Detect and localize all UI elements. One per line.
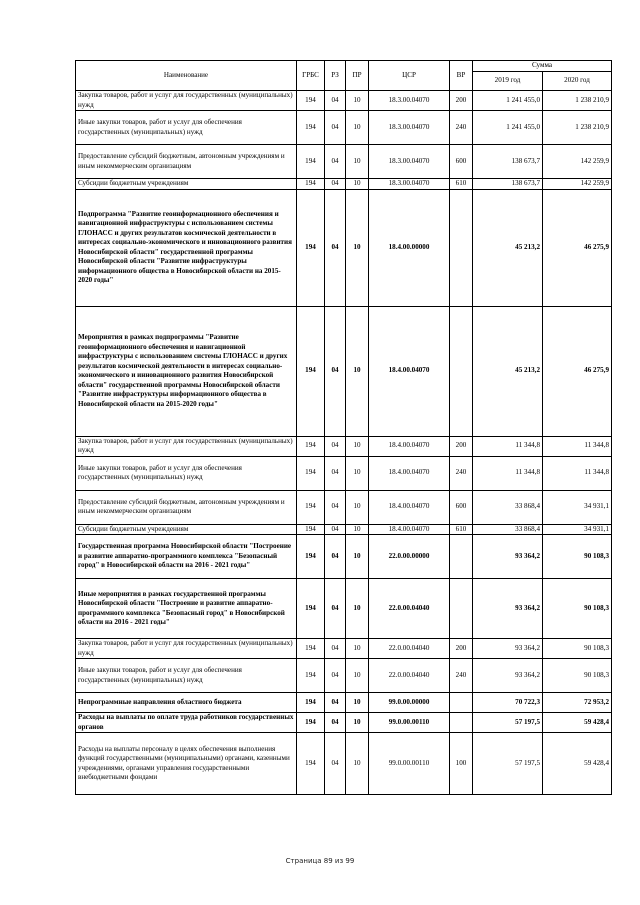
cell-grbs: 194 (297, 713, 325, 733)
cell-name: Закупка товаров, работ и услуг для государственных (муниципальных) нужд (76, 436, 297, 456)
cell-y2020: 46 275,9 (543, 306, 612, 436)
cell-rz: 04 (325, 456, 346, 490)
cell-vr: 200 (450, 639, 473, 659)
cell-csr: 99.0.00.00110 (369, 713, 450, 733)
cell-y2019: 1 241 455,0 (473, 111, 543, 145)
cell-name: Государственная программа Новосибирской области "Построение и развитие аппаратно-программного комплекса "Безопасный город" в Новосибирской области на 2016 - 2021 годы" (76, 535, 297, 579)
table-row (76, 306, 612, 436)
header-csr: ЦСР (369, 61, 450, 91)
cell-y2020: 1 238 210,9 (543, 111, 612, 145)
cell-name: Иные мероприятия в рамках государственной программы Новосибирской области "Построение и развитие аппаратно-программного комплекса "Безопасный город" в Новосибирской области на 2016 - 2021 годы" (76, 579, 297, 639)
cell-y2020: 34 931,1 (543, 524, 612, 535)
table-row (76, 111, 612, 145)
cell-pr: 10 (346, 145, 369, 179)
cell-y2019: 1 241 455,0 (473, 91, 543, 111)
cell-vr (450, 306, 473, 436)
cell-y2020: 11 344,8 (543, 436, 612, 456)
cell-y2020: 90 108,3 (543, 639, 612, 659)
cell-grbs: 194 (297, 91, 325, 111)
cell-grbs: 194 (297, 639, 325, 659)
cell-vr (450, 535, 473, 579)
cell-grbs: 194 (297, 145, 325, 179)
cell-pr: 10 (346, 535, 369, 579)
cell-csr: 18.4.00.00000 (369, 189, 450, 306)
cell-rz: 04 (325, 189, 346, 306)
cell-name: Закупка товаров, работ и услуг для государственных (муниципальных) нужд (76, 639, 297, 659)
cell-csr: 99.0.00.00110 (369, 733, 450, 795)
cell-vr: 100 (450, 733, 473, 795)
cell-csr: 99.0.00.00000 (369, 693, 450, 713)
cell-vr (450, 693, 473, 713)
cell-name: Предоставление субсидий бюджетным, автономным учреждениям и иным некоммерческим организациям (76, 490, 297, 524)
cell-y2019: 11 344,8 (473, 456, 543, 490)
cell-csr: 22.0.00.04040 (369, 579, 450, 639)
table-row (76, 639, 612, 659)
cell-pr: 10 (346, 659, 369, 693)
cell-vr: 240 (450, 659, 473, 693)
cell-grbs: 194 (297, 456, 325, 490)
cell-name: Субсидии бюджетным учреждениям (76, 179, 297, 190)
cell-y2020: 59 428,4 (543, 713, 612, 733)
cell-csr: 18.4.00.04070 (369, 490, 450, 524)
cell-name: Расходы на выплаты персоналу в целях обеспечения выполнения функций государственными (муниципальными) органами, казенными учреждениями, органами управления государственными внебюджетными фондами (76, 733, 297, 795)
cell-pr: 10 (346, 490, 369, 524)
cell-rz: 04 (325, 524, 346, 535)
cell-y2020: 142 259,9 (543, 145, 612, 179)
cell-y2020: 90 108,3 (543, 579, 612, 639)
cell-y2020: 34 931,1 (543, 490, 612, 524)
cell-y2020: 59 428,4 (543, 733, 612, 795)
header-sum: Сумма (473, 61, 612, 72)
header-year-2020: 2020 год (543, 71, 612, 90)
cell-pr: 10 (346, 179, 369, 190)
cell-y2020: 11 344,8 (543, 456, 612, 490)
cell-rz: 04 (325, 436, 346, 456)
table-row (76, 659, 612, 693)
table-body (76, 91, 612, 795)
cell-rz: 04 (325, 579, 346, 639)
cell-rz: 04 (325, 111, 346, 145)
cell-csr: 18.3.00.04070 (369, 179, 450, 190)
cell-y2019: 11 344,8 (473, 436, 543, 456)
cell-grbs: 194 (297, 490, 325, 524)
budget-table (75, 60, 612, 795)
cell-pr: 10 (346, 436, 369, 456)
cell-y2019: 57 197,5 (473, 713, 543, 733)
cell-y2019: 93 364,2 (473, 639, 543, 659)
cell-csr: 18.4.00.04070 (369, 456, 450, 490)
page-number: Страница 89 из 99 (285, 857, 355, 865)
cell-vr: 600 (450, 145, 473, 179)
cell-y2019: 57 197,5 (473, 733, 543, 795)
cell-rz: 04 (325, 733, 346, 795)
cell-pr: 10 (346, 524, 369, 535)
cell-vr: 240 (450, 111, 473, 145)
cell-vr: 610 (450, 524, 473, 535)
cell-y2020: 90 108,3 (543, 659, 612, 693)
cell-csr: 18.4.00.04070 (369, 436, 450, 456)
cell-pr: 10 (346, 579, 369, 639)
table-row (76, 713, 612, 733)
cell-y2020: 90 108,3 (543, 535, 612, 579)
cell-pr: 10 (346, 639, 369, 659)
table-row (76, 535, 612, 579)
header-vr: ВР (450, 61, 473, 91)
cell-grbs: 194 (297, 524, 325, 535)
cell-vr: 240 (450, 456, 473, 490)
cell-csr: 18.3.00.04070 (369, 91, 450, 111)
header-pr: ПР (346, 61, 369, 91)
cell-csr: 18.3.00.04070 (369, 111, 450, 145)
table-row (76, 436, 612, 456)
cell-pr: 10 (346, 456, 369, 490)
cell-vr: 610 (450, 179, 473, 190)
table-row (76, 524, 612, 535)
cell-name: Субсидии бюджетным учреждениям (76, 524, 297, 535)
cell-name: Иные закупки товаров, работ и услуг для обеспечения государственных (муниципальных) нужд (76, 111, 297, 145)
cell-name: Закупка товаров, работ и услуг для государственных (муниципальных) нужд (76, 91, 297, 111)
cell-name: Иные закупки товаров, работ и услуг для обеспечения государственных (муниципальных) нужд (76, 456, 297, 490)
cell-pr: 10 (346, 713, 369, 733)
cell-grbs: 194 (297, 436, 325, 456)
cell-grbs: 194 (297, 535, 325, 579)
table-row (76, 579, 612, 639)
cell-pr: 10 (346, 733, 369, 795)
cell-rz: 04 (325, 91, 346, 111)
cell-grbs: 194 (297, 693, 325, 713)
cell-rz: 04 (325, 490, 346, 524)
cell-grbs: 194 (297, 659, 325, 693)
cell-y2019: 45 213,2 (473, 306, 543, 436)
cell-grbs: 194 (297, 733, 325, 795)
cell-rz: 04 (325, 639, 346, 659)
cell-name: Мероприятия в рамках подпрограммы "Развитие геоинформационного обеспечения и навигационной инфраструктуры с использованием системы ГЛОНАСС и других результатов космической деятельности в интересах социально-экономического и инновационного развития Новосибирской области" государственной программы Новосибирской области "Развитие инфраструктуры информационного общества в Новосибирской области на 2015-2020 годы" (76, 306, 297, 436)
cell-grbs: 194 (297, 111, 325, 145)
cell-y2019: 45 213,2 (473, 189, 543, 306)
cell-csr: 22.0.00.00000 (369, 535, 450, 579)
table-row (76, 733, 612, 795)
cell-rz: 04 (325, 535, 346, 579)
cell-y2019: 93 364,2 (473, 579, 543, 639)
cell-grbs: 194 (297, 579, 325, 639)
cell-grbs: 194 (297, 306, 325, 436)
cell-vr: 200 (450, 436, 473, 456)
cell-y2019: 93 364,2 (473, 659, 543, 693)
cell-y2019: 138 673,7 (473, 179, 543, 190)
cell-pr: 10 (346, 693, 369, 713)
cell-csr: 18.4.00.04070 (369, 524, 450, 535)
header-grbs: ГРБС (297, 61, 325, 91)
cell-y2020: 46 275,9 (543, 189, 612, 306)
cell-grbs: 194 (297, 189, 325, 306)
cell-rz: 04 (325, 179, 346, 190)
cell-csr: 22.0.00.04040 (369, 639, 450, 659)
cell-vr (450, 579, 473, 639)
table-row (76, 145, 612, 179)
cell-y2019: 93 364,2 (473, 535, 543, 579)
header-name: Наименование (76, 61, 297, 91)
header-year-2019: 2019 год (473, 71, 543, 90)
cell-grbs: 194 (297, 179, 325, 190)
cell-y2019: 138 673,7 (473, 145, 543, 179)
table-row (76, 189, 612, 306)
cell-rz: 04 (325, 659, 346, 693)
cell-pr: 10 (346, 111, 369, 145)
cell-name: Подпрограмма "Развитие геоинформационного обеспечения и навигационной инфраструктуры с использованием системы ГЛОНАСС и других результатов космической деятельности в интересах социально-экономического и инновационного развития Новосибирской области" государственной программы Новосибирской области "Развитие инфраструктуры информационного общества в Новосибирской области на 2015-2020 годы" (76, 189, 297, 306)
cell-pr: 10 (346, 306, 369, 436)
cell-rz: 04 (325, 713, 346, 733)
table-row (76, 490, 612, 524)
cell-y2019: 33 868,4 (473, 490, 543, 524)
table-row (76, 179, 612, 190)
cell-csr: 18.4.00.04070 (369, 306, 450, 436)
cell-pr: 10 (346, 189, 369, 306)
cell-pr: 10 (346, 91, 369, 111)
cell-vr (450, 713, 473, 733)
table-row (76, 91, 612, 111)
cell-y2019: 33 868,4 (473, 524, 543, 535)
cell-name: Иные закупки товаров, работ и услуг для обеспечения государственных (муниципальных) нужд (76, 659, 297, 693)
cell-csr: 18.3.00.04070 (369, 145, 450, 179)
cell-y2020: 1 238 210,9 (543, 91, 612, 111)
cell-name: Предоставление субсидий бюджетным, автономным учреждениям и иным некоммерческим организациям (76, 145, 297, 179)
cell-y2020: 142 259,9 (543, 179, 612, 190)
cell-rz: 04 (325, 306, 346, 436)
cell-vr (450, 189, 473, 306)
table-row (76, 693, 612, 713)
table-row (76, 456, 612, 490)
cell-rz: 04 (325, 693, 346, 713)
cell-vr: 200 (450, 91, 473, 111)
cell-name: Непрограммные направления областного бюджета (76, 693, 297, 713)
header-rz: РЗ (325, 61, 346, 91)
cell-y2020: 72 953,2 (543, 693, 612, 713)
cell-y2019: 70 722,3 (473, 693, 543, 713)
cell-rz: 04 (325, 145, 346, 179)
cell-vr: 600 (450, 490, 473, 524)
cell-name: Расходы на выплаты по оплате труда работников государственных органов (76, 713, 297, 733)
cell-csr: 22.0.00.04040 (369, 659, 450, 693)
